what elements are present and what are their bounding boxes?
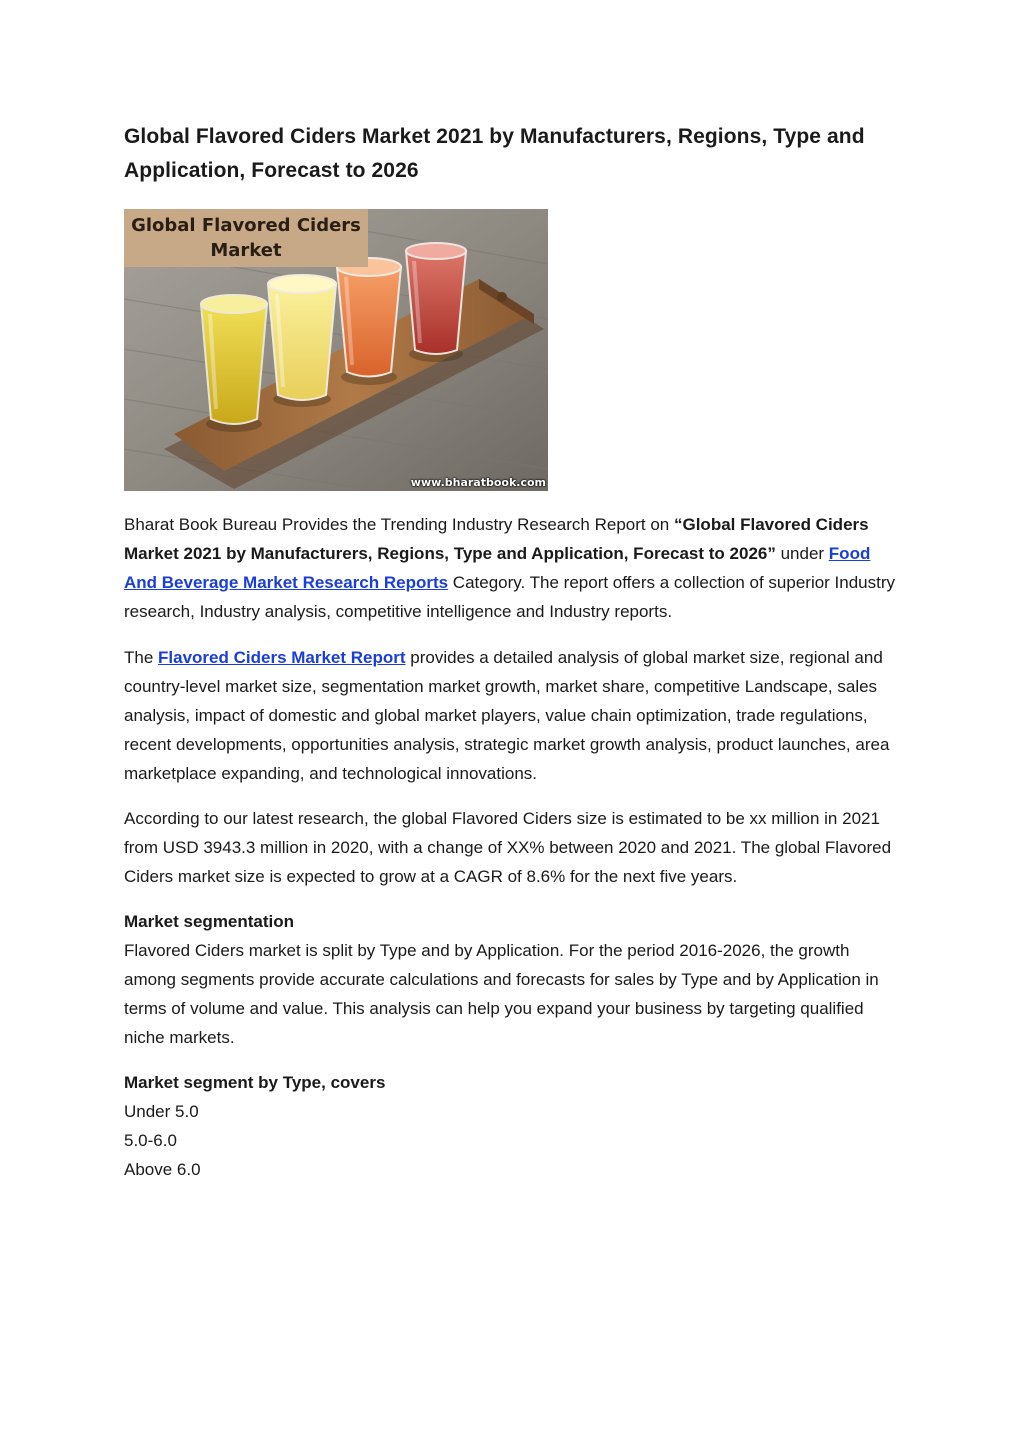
category-link[interactable]: Food And Beverage Market Research Reports <box>124 544 871 592</box>
hero-image <box>124 209 548 491</box>
research-paragraph: According to our latest research, the global Flavored Ciders size is estimated to be xx million in 2021 from USD 3943.3 million in 2020, with a change of XX% between 2020 and 2021. The global Flavored Ciders market size is expected to grow at a CAGR of 8.6% for the next five years. <box>124 809 892 886</box>
document-page <box>124 120 904 1184</box>
segment-type-section <box>124 1068 904 1184</box>
about-paragraph <box>124 643 904 788</box>
hero-banner-line2: Market <box>210 240 282 261</box>
hero-banner <box>124 209 368 267</box>
segmentation-body: Flavored Ciders market is split by Type and by Application. For the period 2016-2026, the growth among segments provide accurate calculations and forecasts for sales by Type and by Application in terms of volume and value. This analysis can help you expand your business by targeting qualified niche markets. <box>124 941 879 1047</box>
page-title: Global Flavored Ciders Market 2021 by Manufacturers, Regions, Type and Application, Forecast to 2026 <box>124 125 865 182</box>
segmentation-heading: Market segmentation <box>124 912 295 931</box>
about-text-pre: The <box>124 648 159 667</box>
intro-report-title: “Global Flavored Ciders Market 2021 by Manufacturers, Regions, Type and Application, Forecast to 2026” <box>124 515 869 563</box>
segment-type-heading: Market segment by Type, covers <box>124 1073 386 1092</box>
hero-banner-line1: Global Flavored Ciders <box>131 215 361 236</box>
list-item: Above 6.0 <box>124 1160 201 1179</box>
about-text-post: provides a detailed analysis of global market size, regional and country-level market size, segmentation market growth, market share, competitive Landscape, sales analysis, impact of domestic and global market players, value chain optimization, trade regulations, recent developments, opportunities analysis, strategic market growth analysis, product launches, area marketplace expanding, and technological innovations. <box>124 648 890 783</box>
intro-text-post: Category. The report offers a collection of superior Industry research, Industry analysis, competitive intelligence and Industry reports. <box>124 573 896 621</box>
hero-watermark: www.bharatbook.com <box>410 476 546 489</box>
list-item: Under 5.0 <box>124 1102 199 1121</box>
intro-paragraph <box>124 510 904 626</box>
intro-text-pre: Bharat Book Bureau Provides the Trending Industry Research Report on <box>124 515 674 534</box>
list-item: 5.0-6.0 <box>124 1131 177 1150</box>
segmentation-paragraph <box>124 907 904 1052</box>
report-link[interactable]: Flavored Ciders Market Report <box>158 648 406 667</box>
intro-text-under: under <box>775 544 829 563</box>
